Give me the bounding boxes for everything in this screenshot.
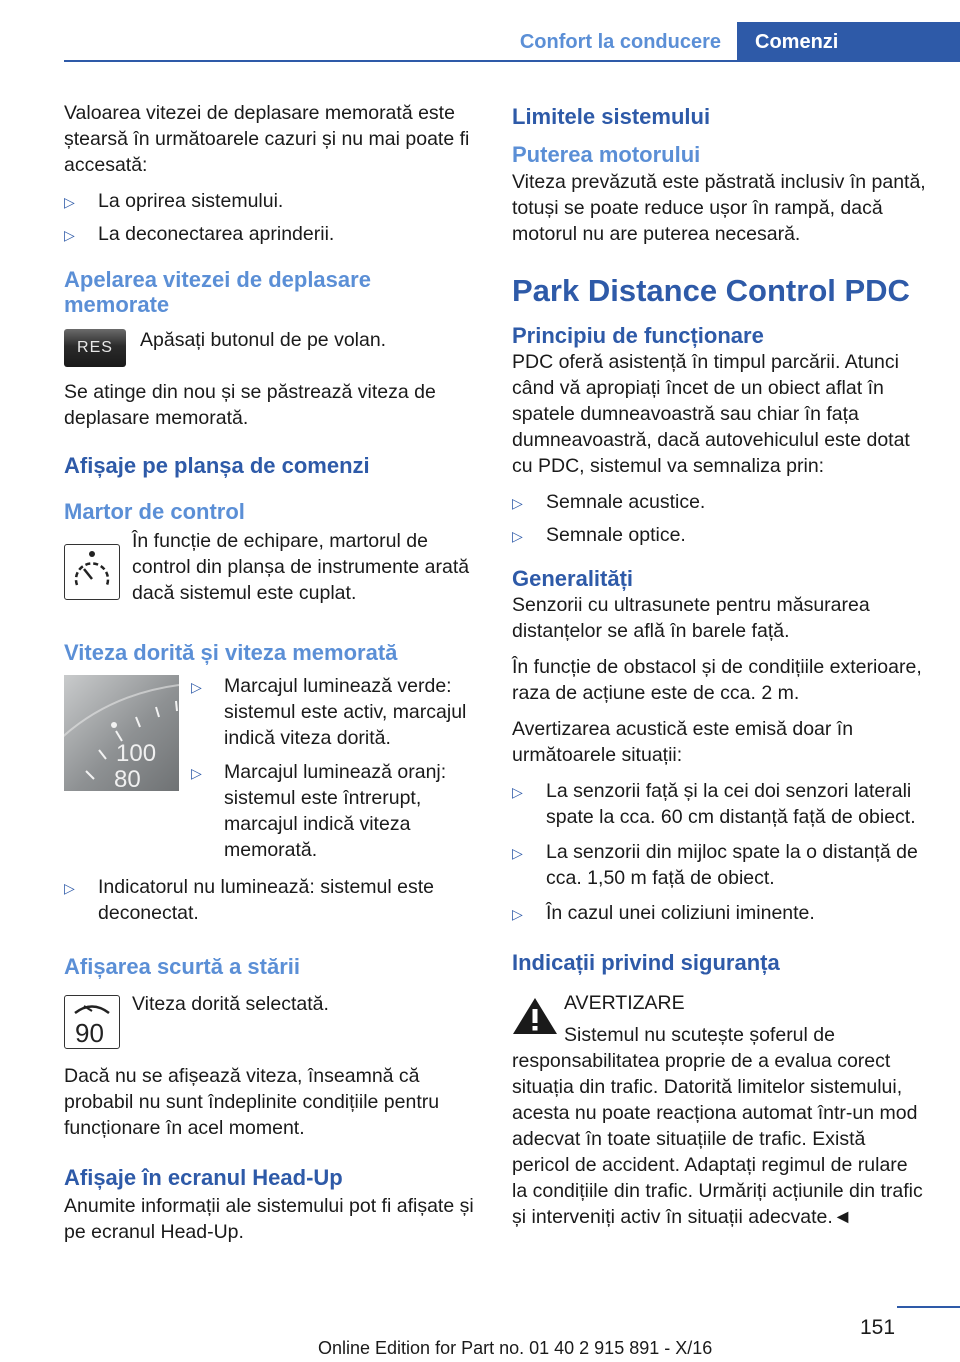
general-list (512, 778, 927, 926)
recall-text: Apăsați butonul de pe volan. (140, 329, 387, 351)
hud-heading: Afișaje în ecranul Head-Up (64, 1165, 343, 1190)
running-header-section: Confort la conducere (519, 31, 721, 53)
general-heading: Generalități (512, 566, 634, 591)
recall-block (64, 327, 479, 367)
principle-list (512, 489, 927, 548)
set-speed-icon (64, 995, 120, 1049)
recall-text-2: Se atinge din nou și se păstrează viteza de deplasare memorată. (64, 381, 436, 429)
list-item: ▷ În cazul unei coliziuni iminente. (512, 900, 927, 926)
speed-block (64, 675, 479, 870)
triangle-bullet-icon: ▷ (191, 765, 202, 781)
cruise-control-indicator-icon (64, 544, 120, 600)
triangle-bullet-icon: ▷ (512, 906, 523, 922)
recall-heading: Apelarea vitezei de deplasare memorate (64, 267, 371, 317)
list-item: ▷ Indicatorul nu luminează: sistemul este deconectat. (64, 876, 435, 924)
general-text-2: În funcție de obstacol și de condițiile exterioare, raza de acțiune este de cca. 2 m. (512, 656, 922, 704)
list-item: ▷ Marcajul luminează oranj: sistemul este întrerupt, marcajul indică viteza memorată. (191, 761, 447, 861)
indicator-heading: Martor de control (64, 499, 245, 524)
left-column (64, 100, 479, 1245)
speed-heading: Viteza dorită și viteza memorată (64, 640, 398, 665)
limits-heading: Limitele sistemului (512, 104, 711, 129)
intro-paragraph: Valoarea vitezei de deplasare memorată este ștearsă în următoarele cazuri și nu mai poate fi accesată: (64, 102, 470, 176)
set-speed-value: 90 (75, 1018, 104, 1048)
header-rule (64, 60, 960, 62)
hud-text: Anumite informații ale sistemului pot fi afișate și pe ecranul Head-Up. (64, 1195, 474, 1243)
triangle-bullet-icon: ▷ (512, 845, 523, 861)
list-item: ▷ Semnale acustice. (512, 489, 927, 515)
page-number: 151 (860, 1316, 896, 1339)
safety-heading: Indicații privind siguranța (512, 950, 780, 975)
list-item: ▷ Marcajul luminează verde: sistemul este activ, marcajul indică viteza dorită. (191, 675, 467, 749)
list-item: ▷ La oprirea sistemului. (64, 188, 479, 214)
running-header-chapter: Comenzi (737, 22, 960, 62)
triangle-bullet-icon: ▷ (512, 528, 523, 544)
triangle-bullet-icon: ▷ (512, 784, 523, 800)
engine-heading: Puterea motorului (512, 142, 701, 167)
engine-text: Viteza prevăzută este păstrată inclusiv în pantă, totuși se poate reduce ușor în rampă, dacă motorul nu are puterea necesară. (512, 171, 926, 245)
general-text-3: Avertizarea acustică este emisă doar în următoarele situații: (512, 718, 854, 766)
list-item: ▷ La senzorii din mijloc spate la o distanță de cca. 1,50 m față de obiect. (512, 841, 918, 889)
warning-label: AVERTIZARE (564, 992, 685, 1014)
triangle-bullet-icon: ▷ (64, 880, 75, 896)
intro-list (64, 188, 479, 247)
principle-heading: Principiu de funcționare (512, 323, 764, 348)
triangle-bullet-icon: ▷ (64, 227, 75, 243)
status-block (64, 991, 479, 1049)
warning-triangle-icon (512, 996, 558, 1036)
triangle-bullet-icon: ▷ (64, 194, 75, 210)
list-item: ▷ Semnale optice. (512, 522, 927, 548)
gauge-label-100: 100 (116, 740, 157, 767)
pdc-title: Park Distance Control PDC (512, 273, 910, 308)
right-column (512, 100, 927, 1230)
list-item: ▷ La deconectarea aprinderii. (64, 221, 479, 247)
speedometer-image (64, 675, 179, 791)
principle-text: PDC oferă asistență în timpul parcării. Atunci când vă apropiați încet de un obiect aflat în spatele dumneavoastră sau chiar în fața dumneavoastră, dacă autovehiculul este dotat cu PDC, sistemul va semnaliza prin: (512, 351, 910, 477)
list-item: ▷ La senzorii față și la cei doi senzori laterali spate la cca. 60 cm distanță față de obiect. (512, 780, 916, 828)
res-button-icon: RES (64, 329, 126, 367)
indicator-block (64, 528, 479, 606)
speed-list (191, 673, 479, 870)
edition-footer: Online Edition for Part no. 01 40 2 915 891 - X/16 (318, 1338, 713, 1358)
gauge-label-80: 80 (114, 766, 141, 791)
indicator-text: În funcție de echipare, martorul de control din planșa de instrumente arată dacă sistemul este cuplat. (132, 530, 470, 604)
footer-rule (897, 1306, 960, 1308)
triangle-bullet-icon: ▷ (191, 679, 202, 695)
warning-block (512, 990, 927, 1230)
triangle-bullet-icon: ▷ (512, 495, 523, 511)
status-text-2: Dacă nu se afișează viteza, înseamnă că probabil nu sunt îndeplinite condițiile pentru funcționare în acel moment. (64, 1065, 440, 1139)
display-heading: Afișaje pe planșa de comenzi (64, 453, 370, 478)
status-text: Viteza dorită selectată. (132, 993, 329, 1015)
status-heading: Afișarea scurtă a stării (64, 954, 301, 979)
general-text-1: Senzorii cu ultrasunete pentru măsurarea distanțelor se află în barele față. (512, 594, 870, 642)
warning-text: Sistemul nu scutește șoferul de responsabilitatea proprie de a evalua corect situația din trafic. Datorită limitelor sistemului, acesta nu poate reacționa automat într-un mod adecvat în toate situațiile de trafic. Există pericol de accident. Adaptați regimul de rulare la condițiile din trafic. Urmăriți acțiunile din trafic și interveniți activ în situații adecvate.◄ (512, 1024, 923, 1228)
speed-list-2 (64, 874, 479, 926)
